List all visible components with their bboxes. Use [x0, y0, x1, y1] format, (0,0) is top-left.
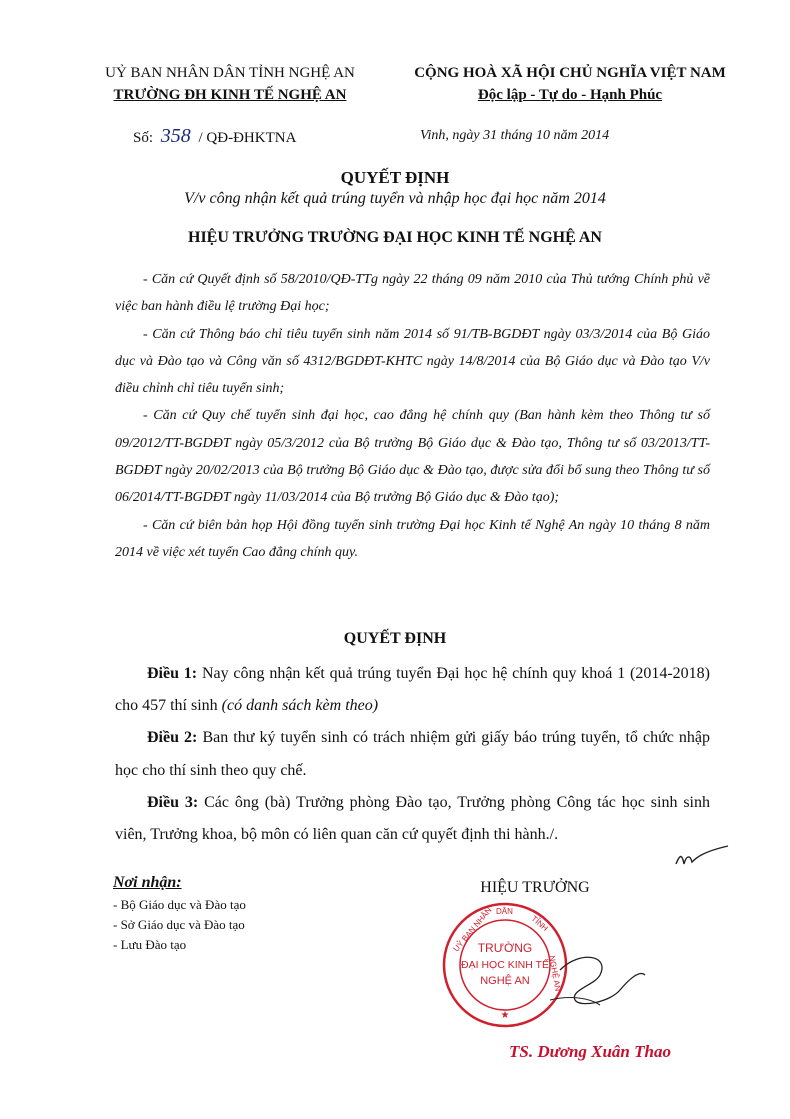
basis-item: - Căn cứ Quy chế tuyển sinh đại học, cao đẳng hệ chính quy (Ban hành kèm theo Thông tư số 09/2012/TT-BGDĐT ngày 05/3/2012 của Bộ trưởng Bộ Giáo dục & Đào tạo, Thông tư số 03/2013/TT-BGDĐT ngày 20/02/2013 của Bộ trưởng Bộ Giáo dục & Đào tạo, được sửa đổi bổ sung theo Thông tư số 06/2014/TT-BGDĐT ngày 11/03/2014 của Bộ trưởng Bộ Giáo dục & Đào tạo);	[115, 408, 710, 506]
number-prefix: Số:	[133, 130, 154, 146]
svg-text:ĐẠI HỌC KINH TẾ: ĐẠI HỌC KINH TẾ	[461, 959, 549, 971]
decision-heading: QUYẾT ĐỊNH	[343, 630, 447, 647]
issue-date: Vinh, ngày 31 tháng 10 năm 2014	[420, 128, 610, 143]
article-1	[115, 658, 710, 722]
article-3	[115, 787, 710, 851]
article-text: Các ông (bà) Trưởng phòng Đào tạo, Trưởng phòng Công tác học sinh sinh viên, Trưởng khoa, bộ môn có liên quan căn cứ quyết định thi hành./.	[115, 793, 710, 844]
article-text: Ban thư ký tuyển sinh có trách nhiệm gửi giấy báo trúng tuyển, tổ chức nhập học cho thí sinh theo quy chế.	[115, 729, 711, 779]
issuer-title: HIỆU TRƯỞNG TRƯỜNG ĐẠI HỌC KINH TẾ NGHỆ AN	[188, 229, 602, 246]
handwritten-number: 358	[160, 125, 191, 147]
authority-name: UỶ BAN NHÂN DÂN TỈNH NGHỆ AN	[105, 65, 355, 81]
issuing-authority-block	[70, 62, 390, 106]
recipients-block	[113, 873, 246, 955]
recipient-item: - Lưu Đào tạo	[113, 937, 187, 952]
article-label: Điều 3:	[147, 793, 199, 811]
article-note: (có danh sách kèm theo)	[221, 697, 379, 715]
handwritten-signature-icon	[540, 930, 650, 1020]
svg-text:NGHỆ AN: NGHỆ AN	[547, 954, 563, 992]
recipient-item: - Sở Giáo dục và Đào tạo	[113, 917, 245, 932]
legal-basis	[115, 266, 710, 566]
basis-item: - Căn cứ Quyết định số 58/2010/QĐ-TTg ngày 22 tháng 09 năm 2010 của Thủ tướng Chính phủ về việc ban hành điều lệ trường Đại học;	[115, 272, 710, 315]
article-label: Điều 1:	[147, 665, 198, 682]
basis-item: - Căn cứ Thông báo chỉ tiêu tuyển sinh năm 2014 số 91/TB-BGDĐT ngày 03/3/2014 của Bộ Giáo dục và Đào tạo và Công văn số 4312/BGDĐT-KHTC ngày 14/8/2014 của Bộ Giáo dục và Đào tạo V/v điều chỉnh chỉ tiêu tuyển sinh;	[115, 326, 710, 397]
basis-item: - Căn cứ biên bản họp Hội đồng tuyển sinh trường Đại học Kinh tế Nghệ An ngày 10 tháng 8 năm 2014 về việc xét tuyển Cao đẳng chính quy.	[115, 517, 710, 560]
svg-text:NGHỆ AN: NGHỆ AN	[480, 975, 530, 987]
national-title-block	[370, 62, 770, 106]
article-2	[115, 722, 710, 786]
school-name: TRƯỜNG ĐH KINH TẾ NGHỆ AN	[113, 87, 347, 103]
initial-mark-icon	[672, 842, 732, 872]
number-suffix: / QĐ-ĐHKTNA	[198, 130, 297, 146]
document-subject: V/v công nhận kết quả trúng tuyển và nhập học đại học năm 2014	[184, 190, 606, 207]
nation-name: CỘNG HOÀ XÃ HỘI CHỦ NGHĨA VIỆT NAM	[414, 65, 726, 81]
article-text: Nay công nhận kết quả trúng tuyển Đại học hệ chính quy khoá 1 (2014-2018) cho 457 thí sinh	[115, 665, 711, 715]
signer-name: TS. Dương Xuân Thao	[509, 1042, 671, 1061]
document-number	[133, 125, 296, 148]
motto: Độc lập - Tự do - Hạnh Phúc	[477, 87, 663, 103]
signer-title: HIỆU TRƯỞNG	[480, 879, 590, 896]
article-label: Điều 2:	[147, 729, 198, 747]
svg-text:UỶ BAN NHÂN: UỶ BAN NHÂN	[451, 905, 494, 954]
svg-text:★: ★	[500, 1010, 510, 1021]
decision-articles	[115, 658, 710, 851]
svg-text:DÂN: DÂN	[496, 907, 513, 916]
recipient-item: - Bộ Giáo dục và Đào tạo	[113, 897, 246, 912]
recipients-title: Nơi nhận:	[113, 874, 182, 891]
document-title: QUYẾT ĐỊNH	[340, 168, 450, 187]
svg-text:TỈNH: TỈNH	[529, 914, 550, 933]
svg-text:TRƯỜNG: TRƯỜNG	[477, 941, 533, 955]
